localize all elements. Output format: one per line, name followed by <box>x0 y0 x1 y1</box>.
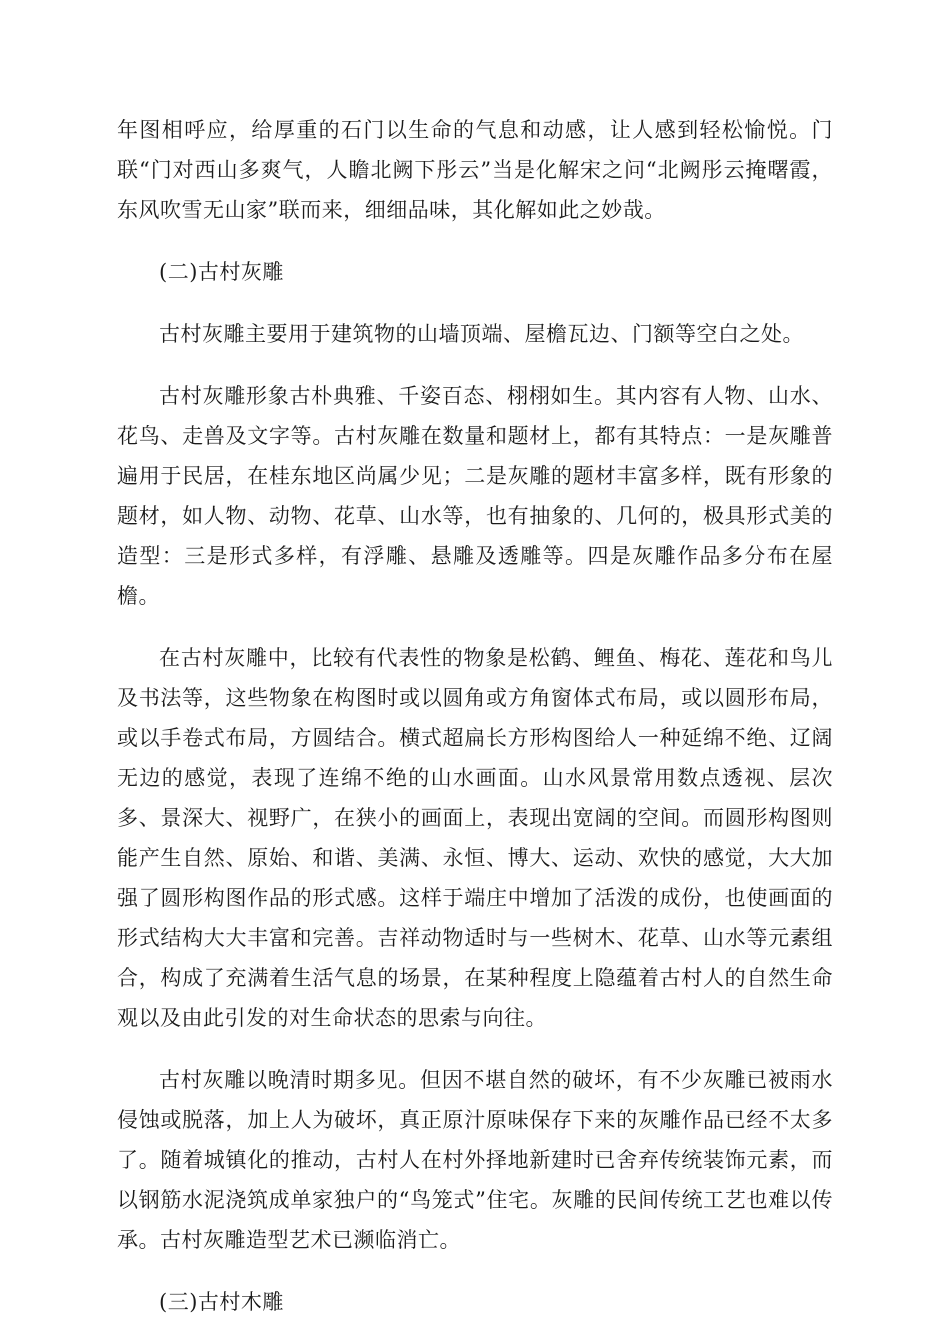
document-body <box>117 110 833 1344</box>
paragraph-continuation: 年图相呼应，给厚重的石门以生命的气息和动感，让人感到轻松愉悦。门联“门对西山多爽气，人瞻北阙下彤云”当是化解宋之问“北阙彤云掩曙霞，东风吹雪无山家”联而来，细细品味，其化解如此之妙哉。 <box>117 118 833 222</box>
paragraph-hui-diao-decline: 古村灰雕以晚清时期多见。但因不堪自然的破坏，有不少灰雕已被雨水侵蚀或脱落，加上人为破坏，真正原汁原味保存下来的灰雕作品已经不太多了。随着城镇化的推动，古村人在村外择地新建时已舍弃传统装饰元素，而以钢筋水泥浇筑成单家独户的“鸟笼式”住宅。灰雕的民间传统工艺也难以传承。古村灰雕造型艺术已濒临消亡。 <box>117 1068 833 1252</box>
paragraph-hui-diao-composition: 在古村灰雕中，比较有代表性的物象是松鹤、鲤鱼、梅花、莲花和鸟儿及书法等，这些物象在构图时或以圆角或方角窗体式布局，或以圆形布局，或以手卷式布局，方圆结合。横式超扁长方形构图给人一种延绵不绝、辽阔无边的感觉，表现了连绵不绝的山水画面。山水风景常用数点透视、层次多、景深大、视野广，在狭小的画面上，表现出宽阔的空间。而圆形构图则能产生自然、原始、和谐、美满、永恒、博大、运动、欢快的感觉，大大加强了圆形构图作品的形式感。这样于端庄中增加了活泼的成份，也使画面的形式结构大大丰富和完善。吉祥动物适时与一些树木、花草、山水等元素组合，构成了充满着生活气息的场景，在某种程度上隐蕴着古村人的自然生命观以及由此引发的对生命状态的思索与向往。 <box>117 646 833 1030</box>
section-heading-mu-diao: (三)古村木雕 <box>159 1290 284 1314</box>
paragraph-hui-diao-usage: 古村灰雕主要用于建筑物的山墙顶端、屋檐瓦边、门额等空白之处。 <box>159 322 804 346</box>
section-heading-hui-diao: (二)古村灰雕 <box>159 260 284 284</box>
paragraph-hui-diao-features: 古村灰雕形象古朴典雅、千姿百态、栩栩如生。其内容有人物、山水、花鸟、走兽及文字等。古村灰雕在数量和题材上，都有其特点：一是灰雕普遍用于民居，在桂东地区尚属少见；二是灰雕的题材丰富多样，既有形象的题材，如人物、动物、花草、山水等，也有抽象的、几何的，极具形式美的造型：三是形式多样，有浮雕、悬雕及透雕等。四是灰雕作品多分布在屋檐。 <box>117 384 833 608</box>
